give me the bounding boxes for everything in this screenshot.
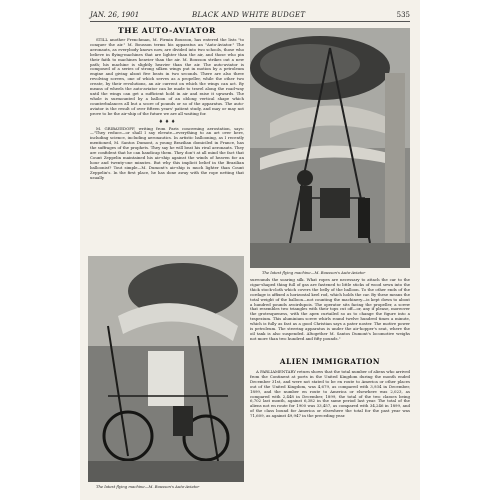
right-column-continuation xyxy=(250,278,410,350)
page-number: 535 xyxy=(396,11,410,19)
publication-title: BLACK AND WHITE BUDGET xyxy=(192,11,306,19)
auto-aviator-photo-top xyxy=(250,28,410,268)
article-title-auto-aviator: THE AUTO-AVIATOR xyxy=(118,26,216,35)
article-paragraph-continued: surrounds the soaring silk. What ropes are necessary to attach the car to the cigar-shaped thing full of gas are fastened to little sticks of wood sewn into the thick stock-cloth which covers the belly of the balloon. To the other ends of the cordage is affixed a horizontal keel rod, which holds the car. By these means the total weight of the balloon—not counting the machinery—is kept down to about a hundred pounds avoirdupois. The operator sits facing the propeller, a screw that resembles two triangles with their tops cut off—or, any if please, moreover the grotesqueness, with the apex curtailed so as to change the figure into a trapezium. This aluminium screw whirls round twelve hundred times a minute, which is fully as fast as a good Christian says a pater noster. The motive power is petroleum. The steering apparatus is under the air-hopper's seat, where the oil tank is also suspended. Altogether M. Santos Dumont's locomotive weighs not more than two hundred and fifty pounds." xyxy=(250,278,410,341)
auto-aviator-closeup-illustration xyxy=(88,256,244,482)
section-ornament: ♦ ♦ ♦ xyxy=(158,118,176,125)
magazine-page xyxy=(80,0,420,500)
article-paragraph: A PARLIAMENTARY return shows that the total number of aliens who arrived from the Continent at ports in the United Kingdom during the month ended December 31st, and were not stated to be en route to America or other places out of the United Kingdom, was 4,679, as compared with 3,934 in December, 1899, and the number en route to America or elsewhere was 2,023, as compared with 2,448 in December, 1899, the total of the two classes being 6,702 last month, against 6,382 in the same period last year. The total of the aliens not en route for 1900 was 33,457, as compared with 34,246 in 1899, and of the class bound for America or elsewhere the total for the past year was 71,609, as against 49,947 in the preceding year. xyxy=(250,370,410,419)
auto-aviator-illustration xyxy=(250,28,410,268)
running-header xyxy=(80,8,420,22)
photo-caption-top: The latest flying machine—M. Bousson's Auto-Aviator xyxy=(262,270,366,275)
auto-aviator-photo-bottom xyxy=(88,256,244,482)
left-column xyxy=(90,24,244,256)
issue-date: JAN. 26, 1901 xyxy=(90,11,140,19)
header-rule xyxy=(90,21,410,22)
article-title-alien-immigration: ALIEN IMMIGRATION xyxy=(279,357,381,366)
article-paragraph: STILL another Frenchman, M. Firmin Bousson, has entered the lists "to conquer the air." M. Bousson terms his apparatus an "Auto-Aviator." The aeronauts, as everybody knows now, are divided into two schools, those who believe in flying-machines that are lighter than the air, and those who pin their faith to machines heavier than the air. M. Bousson strikes out a new path; his machine is slightly heavier than the air. The auto-aviator is composed of a series of strong silken wings put in motion by a petroleum engine and giving about five beats in two seconds. There are also three revolving screws, one of which serves as a propeller, while the other two create, by their revolutions, an air current on which the wings can act. By means of wheels the auto-aviator can be made to travel along the road-way until the wings can get a sufficient hold in air and raise it upwards. The whole is surmounted by a balloon of an oblong vertical shape which counterbalances all but a score of pounds or so of the apparatus. The auto-aviator is the result of over fifteen years' patient study, and may or may not prove to be the air-ship of the future we are all waiting for. xyxy=(90,37,244,116)
photo-caption-bottom: The latest flying machine—M. Bousson's Auto-Aviator xyxy=(96,484,200,489)
article-paragraph: M. GRIBAYEDOFF, writing from Paris concerning aerostation, says:—"They reduce—or shall I say elevate—everything to an art over here, including science, including aeronautics. In artistic ballooning, as I recently mentioned, M. Santos Dumont, a young Brazilian domiciled in France, has the suffrages of the prophets. They say he will beat his rival aeronauts. They are confident that he can handicap them. They don't at all mind the fact that Count Zeppelin maintained his air-ship against the winds of heaven for an hour and twenty-one minutes. But why this implicit belief in the Brazilian balloonist? Tout simple—M. Dumont's air-ship is much lighter than Count Zeppelin's. In the first place, he has done away with the rope netting that usually xyxy=(90,125,244,180)
alien-immigration-column xyxy=(250,370,410,480)
